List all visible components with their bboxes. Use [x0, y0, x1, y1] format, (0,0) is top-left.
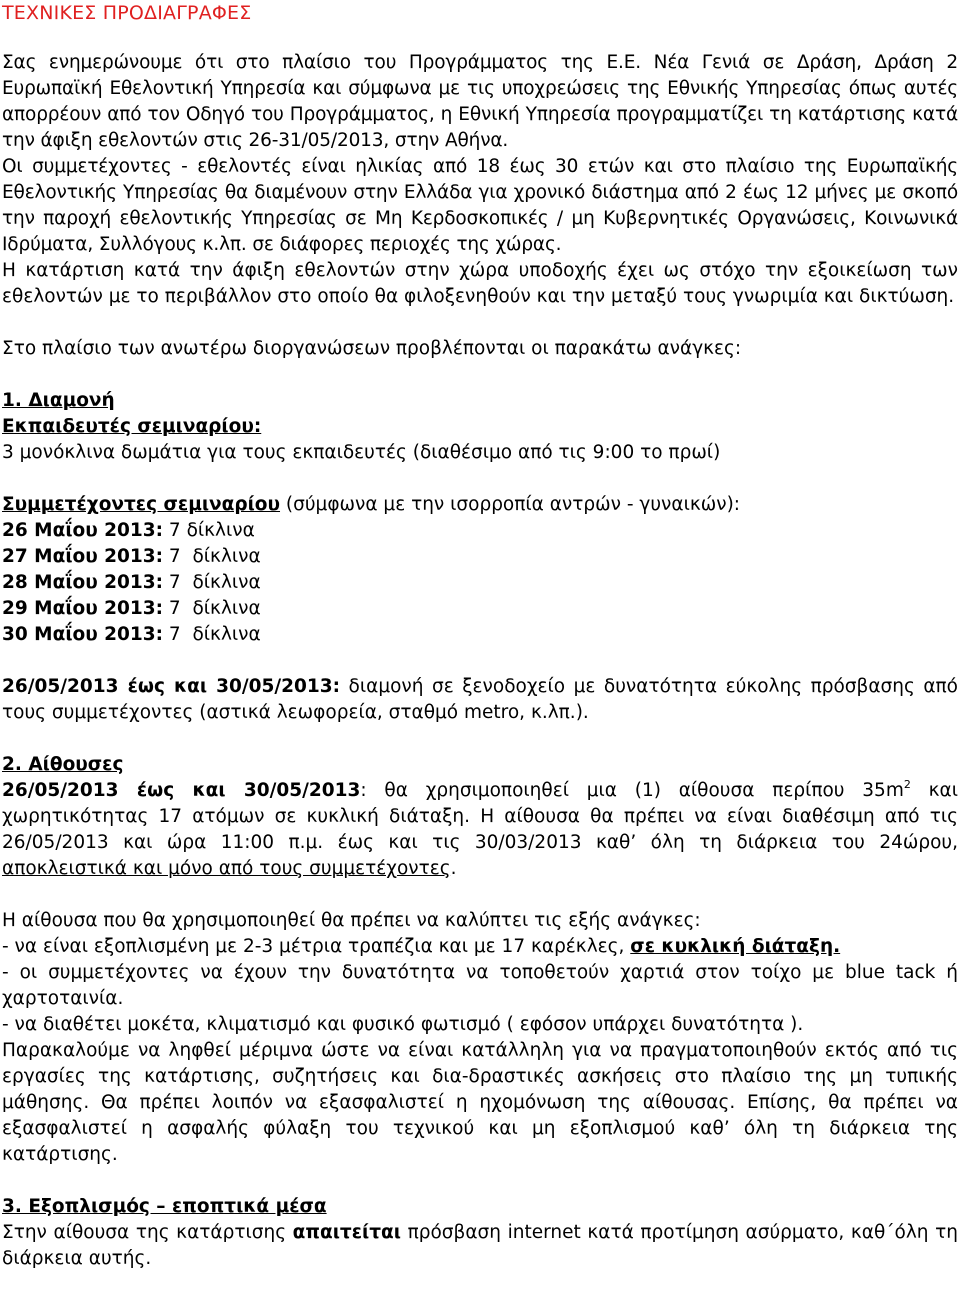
equipment-required: απαιτείται [292, 1222, 401, 1243]
stay-dates: 26/05/2013 έως και 30/05/2013: [2, 676, 341, 697]
equipment-paragraph [2, 1220, 958, 1272]
participants-label: Συμμετέχοντες σεμιναρίου [2, 494, 281, 515]
section-3-heading: 3. Εξοπλισμός – εποπτικά μέσα [2, 1196, 327, 1217]
night-rooms: 7 δίκλινα [163, 572, 261, 593]
trainers-text: 3 μονόκλινα δωμάτια για τους εκπαιδευτές (διαθέσιμο από τις 9:00 το πρωί) [2, 442, 721, 463]
equipment-text-b: πρόσβαση internet κατά προτίμηση ασύρματο, καθ΄όλη τη διάρκεια αυτής. [2, 1222, 958, 1269]
intro-paragraph-4: Στο πλαίσιο των ανωτέρω διοργανώσεων προβλέπονται οι παρακάτω ανάγκες: [2, 338, 742, 359]
night-date: 28 Μαΐου 2013: [2, 572, 164, 593]
night-date: 26 Μαΐου 2013: [2, 520, 164, 541]
room-exclusive-end: . [450, 858, 457, 879]
need-item-1 [2, 934, 958, 960]
need-item-1-emphasis: σε κυκλική διάταξη. [630, 936, 841, 957]
trainers-label: Εκπαιδευτές σεμιναρίου: [2, 416, 262, 437]
participants-text: (σύμφωνα με την ισορροπία αντρών - γυναικών): [280, 494, 741, 515]
intro-paragraph-2: Οι συμμετέχοντες - εθελοντές είναι ηλικίας από 18 έως 30 ετών και στο πλαίσιο της Ευρωπαϊκής Εθελοντικής Υπηρεσίας θα διαμένουν στην Ελλάδα για χρονικό διάστημα από 2 έως 12 μήνες με σκοπό την παροχή εθελοντικής Υπηρεσίας σε Μη Κερδοσκοπικές / μη Κυβερνητικές Οργανώσεις, Κοινωνικά Ιδρύματα, Συλλόγους κ.λπ. σε διάφορες περιοχές της χώρας. [2, 156, 958, 255]
night-date: 30 Μαΐου 2013: [2, 624, 164, 645]
night-rooms: 7 δίκλινα [163, 520, 255, 541]
night-row [2, 518, 958, 544]
night-row [2, 570, 958, 596]
section-2-heading: 2. Αίθουσες [2, 754, 124, 775]
night-row [2, 622, 958, 648]
stay-text: διαμονή σε ξενοδοχείο με δυνατότητα εύκολης πρόσβασης από τους συμμετέχοντες (αστικά λεωφορεία, σταθμό metro, κ.λπ.). [2, 676, 959, 723]
participants-line [2, 492, 958, 518]
room-text-b: και χωρητικότητας 17 ατόμων σε κυκλική διάταξη. Η αίθουσα θα πρέπει να είναι διαθέσιμη από τις 26/05/2013 και ώρα 11:00 π.μ. έως και τις 30/03/2013 καθ’ όλη τη διάρκεια του 24ώρου, [2, 780, 958, 853]
need-item-2: - οι συμμετέχοντες να έχουν την δυνατότητα να τοποθετούν χαρτιά στον τοίχο με blue tack ή χαρτοταινία. [2, 962, 958, 1009]
night-rooms: 7 δίκλινα [163, 598, 261, 619]
intro-paragraph-3: Η κατάρτιση κατά την άφιξη εθελοντών στην χώρα υποδοχής έχει ως στόχο την εξοικείωση των εθελοντών με το περιβάλλον στο οποίο θα φιλοξενηθούν και την μεταξύ τους γνωριμία και δικτύωση. [2, 260, 958, 307]
night-date: 27 Μαΐου 2013: [2, 546, 164, 567]
night-rooms: 7 δίκλινα [163, 624, 261, 645]
section-1-heading: 1. Διαμονή [2, 390, 115, 411]
need-item-1-text: - να είναι εξοπλισμένη με 2-3 μέτρια τραπέζια και με 17 καρέκλες, [2, 936, 631, 957]
needs-intro: Η αίθουσα που θα χρησιμοποιηθεί θα πρέπει να καλύπτει τις εξής ανάγκες: [2, 910, 701, 931]
equipment-text-a: Στην αίθουσα της κατάρτισης [2, 1222, 293, 1243]
room-exclusive: αποκλειστικά και μόνο από τους συμμετέχοντες [2, 858, 451, 879]
night-rooms: 7 δίκλινα [163, 546, 261, 567]
request-paragraph: Παρακαλούμε να ληφθεί μέριμνα ώστε να είναι κατάλληλη για να πραγματοποιηθούν εκτός από τις εργασίες της κατάρτισης, συζητήσεις και δια-δραστικές ασκήσεις στο πλαίσιο της μη τυπικής μάθησης. Θα πρέπει λοιπόν να εξασφαλιστεί η ηχομόνωση της αίθουσας. Επίσης, θα πρέπει να εξασφαλιστεί η ασφαλής φύλαξη του τεχνικού και μη εξοπλισμού καθ’ όλη τη διάρκεια της κατάρτισης. [2, 1040, 958, 1165]
room-dates: 26/05/2013 έως και 30/05/2013 [2, 780, 361, 801]
night-row [2, 544, 958, 570]
night-date: 29 Μαΐου 2013: [2, 598, 164, 619]
night-row [2, 596, 958, 622]
room-superscript: 2 [903, 778, 911, 791]
intro-paragraph-1: Σας ενημερώνουμε ότι στο πλαίσιο του Προγράμματος της Ε.Ε. Νέα Γενιά σε Δράση, Δράση 2 Ευρωπαϊκή Εθελοντική Υπηρεσία και σύμφωνα με τις υποχρεώσεις της Εθνικής Υπηρεσίας όπως αυτές απορρέουν από τον Οδηγό του Προγράμματος, η Εθνική Υπηρεσία προγραμματίζει τη κατάρτισης κατά την άφιξη εθελοντών στις 26-31/05/2013, στην Αθήνα. [2, 52, 958, 151]
document-title: ΤΕΧΝΙΚΕΣ ΠΡΟΔΙΑΓΡΑΦΕΣ [2, 2, 252, 24]
room-text-a: : θα χρησιμοποιηθεί μια (1) αίθουσα περίπου 35m [360, 780, 904, 801]
need-item-3: - να διαθέτει μοκέτα, κλιματισμό και φυσικό φωτισμό ( εφόσον υπάρχει δυνατότητα ). [2, 1014, 804, 1035]
stay-paragraph [2, 674, 958, 726]
room-paragraph [2, 778, 958, 882]
